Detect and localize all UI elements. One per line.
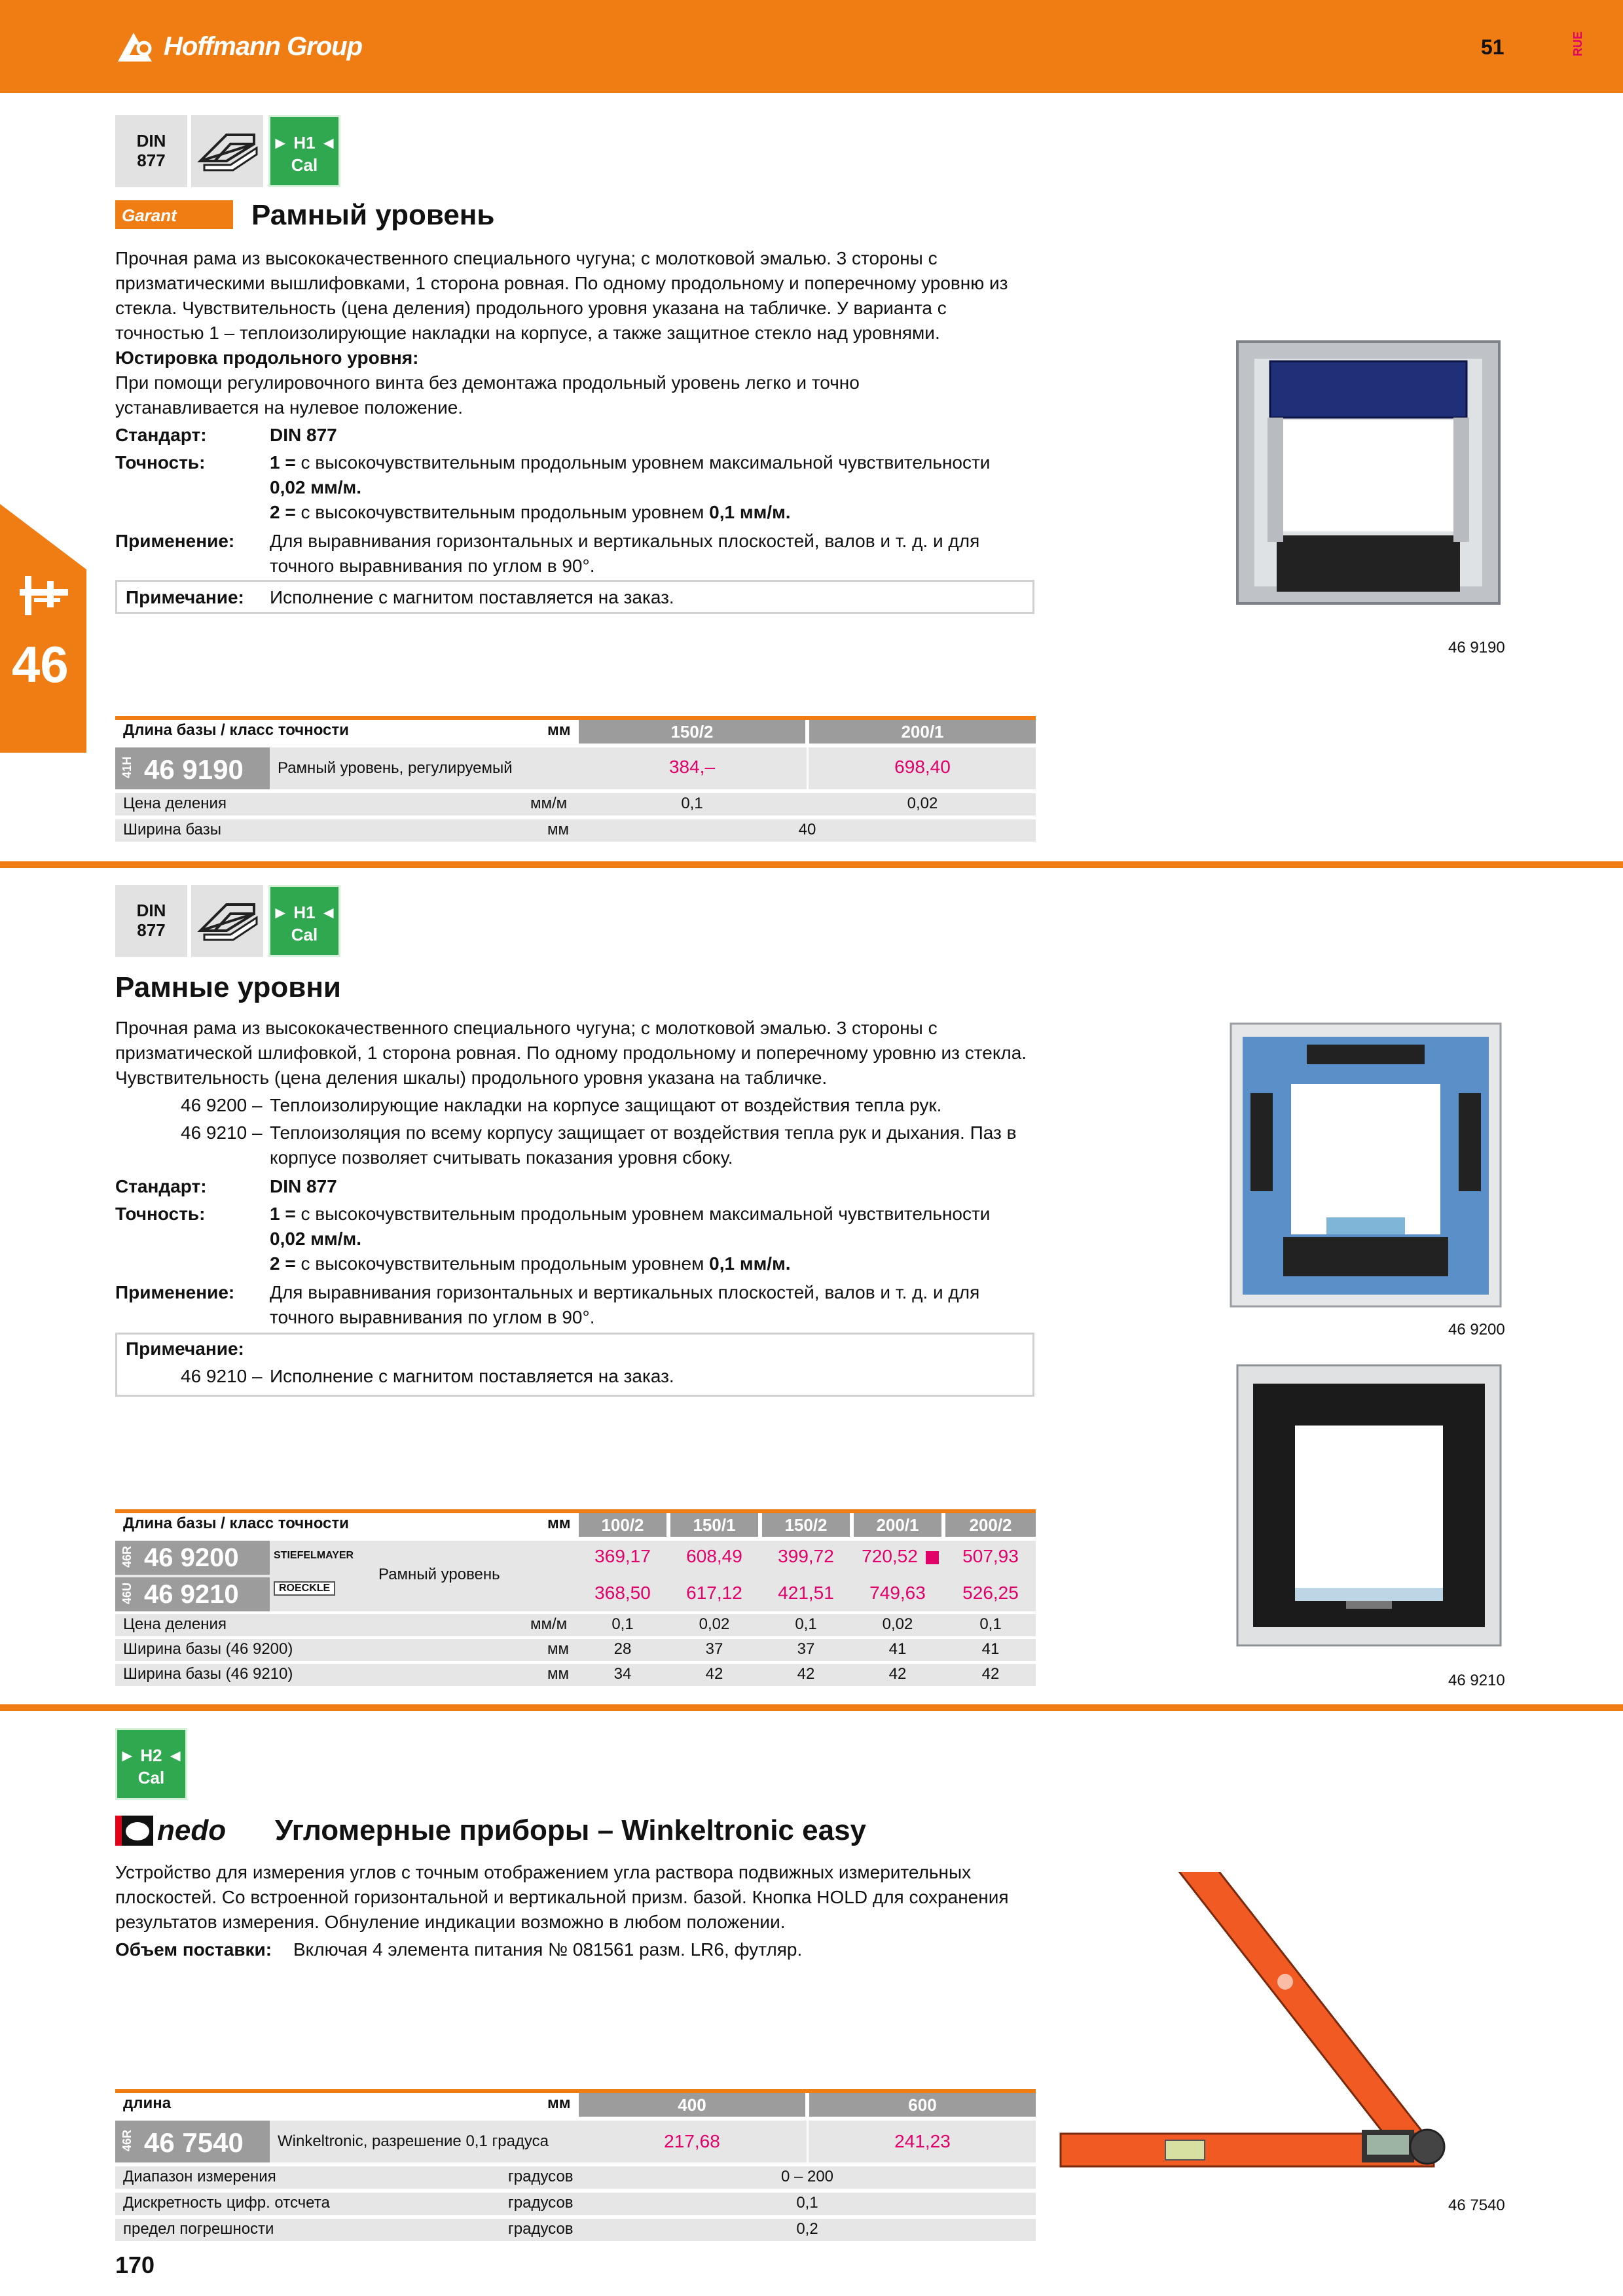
- din-badge: [115, 115, 187, 187]
- prism-icon: [191, 115, 263, 187]
- row-value: 0 – 200: [780, 2168, 834, 2185]
- row-value: 42: [888, 1665, 907, 1683]
- note-label: Примечание:: [126, 1338, 244, 1359]
- row-value: 42: [705, 1665, 723, 1683]
- page-number-top: 51: [1481, 35, 1504, 59]
- row-label: Ширина базы (46 9210): [123, 1665, 293, 1683]
- accuracy-1-value: 0,02 мм/м.: [270, 477, 361, 497]
- application-text: Для выравнивания горизонтальных и вертикальных плоскостей, валов и т. д. и для точного выравнивания по углом в 90°.: [270, 1282, 980, 1327]
- section-divider: [0, 1704, 1623, 1711]
- row-value: 0,2: [796, 2220, 818, 2238]
- price[interactable]: 608,49: [686, 1546, 742, 1566]
- accuracy-2-text: с высокочувствительным продольным уровнем: [301, 502, 710, 522]
- product-description: Прочная рама из высококачественного специального чугуна; с молотковой эмалью. 3 стороны с призматическими вышлифовками, 1 сторона ровная. По одному продольному и поперечному уровню из стекла. Чувствительность (цена деления) продольного уровня указана на табличке. У варианта с точностью 1 – теплоизолирующие накладки на корпусе, а также защитное стекло над уровнями.: [115, 248, 1008, 343]
- article-prefix: 41H: [120, 757, 134, 779]
- din-badge: [115, 885, 187, 957]
- row-value: 42: [981, 1665, 1000, 1683]
- row-value: 28: [613, 1640, 632, 1658]
- table-col-header: 200/1: [854, 1513, 941, 1537]
- article-number: 46 9210: [144, 1580, 239, 1609]
- chapter-tab: [0, 504, 86, 753]
- product-title: Рамные уровни: [115, 971, 341, 1003]
- accuracy-2: [270, 500, 1042, 525]
- price[interactable]: 698,40: [894, 757, 951, 777]
- accuracy-label: Точность:: [115, 1204, 206, 1224]
- row-value: 0,02: [882, 1615, 913, 1633]
- accuracy-1-text: с высокочувствительным продольным уровнем максимальной чувствительности: [301, 1204, 991, 1224]
- table-col-header: 150/2: [579, 720, 805, 744]
- table-col-header: 100/2: [579, 1513, 666, 1537]
- frame-level-image: [1231, 335, 1506, 610]
- article-prefix: 46R: [120, 1546, 134, 1568]
- cal-badge-class: ► H1 ◄: [272, 903, 337, 922]
- article-prefix: 46R: [120, 2130, 134, 2152]
- price[interactable]: 526,25: [962, 1583, 1019, 1603]
- scope-label: Объем поставки:: [115, 1939, 272, 1960]
- row-value: 34: [613, 1665, 632, 1683]
- row-label: Дискретность цифр. отсчета: [123, 2194, 330, 2212]
- article-number-box[interactable]: [115, 2121, 270, 2162]
- column-divider: [807, 747, 809, 789]
- cal-badge-label: Cal: [291, 155, 318, 175]
- row-label: Диапазон измерения: [123, 2168, 276, 2185]
- row-unit: градусов: [508, 2220, 574, 2238]
- price[interactable]: 617,12: [686, 1583, 742, 1603]
- cal-badge-class: ► H1 ◄: [272, 133, 337, 152]
- table-head-unit: мм: [547, 2094, 571, 2112]
- variant-number: 46 9200 –: [181, 1095, 263, 1115]
- image-caption: 46 7540: [1448, 2197, 1505, 2214]
- product-description: Прочная рама из высококачественного специального чугуна; с молотковой эмалью. 3 стороны с призматической шлифовкой, 1 сторона ровная. По одному продольному и поперечному уровню из стекла. Чувствительность (цена деления шкалы) продольного уровня указана на табличке.: [115, 1018, 1027, 1088]
- row-value: 40: [798, 821, 816, 838]
- table-col-header: 200/1: [809, 720, 1036, 744]
- table-col-header: 600: [809, 2093, 1036, 2117]
- variant-text: Теплоизоляция по всему корпусу защищает от воздействия тепла рук и дыхания. Паз в корпусе позволяет считывать показания уровня сбоку.: [270, 1122, 1017, 1168]
- row-unit: мм: [547, 1665, 569, 1683]
- region-code: RUE: [1571, 31, 1584, 57]
- din-badge-number: 877: [137, 151, 166, 170]
- din-badge-label: DIN: [136, 901, 166, 920]
- row-unit: градусов: [508, 2168, 574, 2185]
- angle-meter-image: [1048, 1872, 1519, 2238]
- frame-level-image-9210: [1235, 1363, 1503, 1648]
- price[interactable]: 749,63: [869, 1583, 926, 1603]
- hoffmann-logo[interactable]: [115, 29, 362, 64]
- standard-value: DIN 877: [270, 1176, 337, 1196]
- row-label: Ширина базы: [123, 821, 221, 838]
- row-value: 0,1: [795, 1615, 817, 1633]
- note-label: Примечание:: [126, 587, 244, 607]
- price[interactable]: 368,50: [594, 1583, 651, 1603]
- chapter-number: 46: [12, 636, 69, 693]
- article-number: 46 7540: [144, 2127, 244, 2158]
- din-badge-label: DIN: [136, 131, 166, 151]
- row-value: 41: [888, 1640, 907, 1658]
- section-divider: [0, 861, 1623, 868]
- article-number-box[interactable]: [115, 747, 270, 789]
- note-number: 46 9210 –: [181, 1366, 263, 1386]
- accuracy-2-code: 2 =: [270, 1253, 301, 1274]
- image-caption: 46 9210: [1448, 1672, 1505, 1689]
- row-unit: мм/м: [530, 795, 568, 812]
- article-name: Рамный уровень, регулируемый: [278, 759, 513, 777]
- table-head-label: длина: [123, 2094, 172, 2112]
- row-value: 37: [705, 1640, 723, 1658]
- table-head-label: Длина базы / класс точности: [123, 721, 349, 739]
- row-unit: мм/м: [530, 1615, 568, 1633]
- row-value: 0,1: [681, 795, 703, 812]
- row-unit: мм: [547, 821, 569, 838]
- article-number: 46 9190: [144, 754, 244, 785]
- accuracy-2-text: с высокочувствительным продольным уровнем: [301, 1253, 710, 1274]
- product-title: Угломерные приборы – Winkeltronic easy: [275, 1814, 867, 1846]
- row-value: 41: [981, 1640, 1000, 1658]
- accuracy-1: [270, 450, 1042, 500]
- table-head-unit: мм: [547, 721, 571, 739]
- accuracy-label: Точность:: [115, 452, 206, 473]
- nedo-logo-icon: [115, 1816, 153, 1846]
- price[interactable]: 384,–: [668, 757, 716, 777]
- accuracy-2-value: 0,1 мм/м.: [709, 502, 791, 522]
- table-col-header: 400: [579, 2093, 805, 2117]
- new-marker-icon: [926, 1551, 939, 1564]
- standard-label: Стандарт:: [115, 425, 207, 445]
- din-badge-number: 877: [137, 920, 166, 940]
- prism-icon: [191, 885, 263, 957]
- brand-stiefelmayer: STIEFELMAYER: [274, 1550, 354, 1561]
- accuracy-1-code: 1 =: [270, 452, 301, 473]
- adjustment-text: При помощи регулировочного винта без демонтажа продольный уровень легко и точно устанавливается на нулевое положение.: [115, 372, 860, 418]
- table-col-header: 150/1: [670, 1513, 758, 1537]
- row-label: предел погрешности: [123, 2220, 274, 2238]
- cal-badge-class: ► H2 ◄: [119, 1746, 184, 1765]
- article-number-box[interactable]: [115, 1541, 270, 1575]
- hoffmann-logo-icon: [115, 29, 156, 64]
- frame-level-image-9200: [1228, 1021, 1503, 1309]
- calibration-badge: [268, 885, 340, 957]
- note-text: Исполнение с магнитом поставляется на заказ.: [270, 587, 674, 607]
- page-number: 170: [115, 2251, 155, 2278]
- price[interactable]: 217,68: [664, 2131, 720, 2151]
- accuracy-1-code: 1 =: [270, 1204, 301, 1224]
- brand-name: Hoffmann Group: [164, 31, 363, 61]
- accuracy-2-code: 2 =: [270, 502, 301, 522]
- product-description: Устройство для измерения углов с точным отображением угла раствора подвижных измерительных плоскостей. Со встроенной горизонтальной и вертикальной призм. базой. Кнопка HOLD для сохранения результатов измерения. Обнуление индикации возможно в любом положении.: [115, 1862, 1009, 1932]
- application-text: Для выравнивания горизонтальных и вертикальных плоскостей, валов и т. д. и для точного выравнивания по углом в 90°.: [270, 531, 980, 576]
- row-value: 0,1: [796, 2194, 818, 2212]
- row-label: Ширина базы (46 9200): [123, 1640, 293, 1658]
- article-name: Winkeltronic, разрешение 0,1 градуса: [278, 2132, 549, 2150]
- variant-text: Теплоизолирующие накладки на корпусе защищают от воздействия тепла рук.: [270, 1095, 942, 1115]
- caliper-icon: [14, 569, 73, 622]
- price[interactable]: 241,23: [894, 2131, 951, 2151]
- row-unit: мм: [547, 1640, 569, 1658]
- cal-badge-label: Cal: [137, 1768, 165, 1787]
- image-caption: 46 9190: [1448, 639, 1505, 656]
- nedo-brand-name: nedo: [157, 1814, 227, 1846]
- table-col-header: 200/2: [945, 1513, 1036, 1537]
- garant-logo: Garant: [115, 200, 233, 229]
- application-label: Применение:: [115, 1282, 235, 1302]
- accuracy-1-text: с высокочувствительным продольным уровнем максимальной чувствительности: [301, 452, 991, 473]
- article-prefix: 46U: [120, 1583, 134, 1605]
- brand-roeckle: ROECKLE: [274, 1581, 335, 1596]
- application-label: Применение:: [115, 531, 235, 551]
- table-head-label: Длина базы / класс точности: [123, 1515, 349, 1532]
- price[interactable]: 507,93: [962, 1546, 1019, 1566]
- article-number: 46 9200: [144, 1543, 239, 1572]
- price[interactable]: 399,72: [778, 1546, 834, 1566]
- variant-number: 46 9210 –: [181, 1122, 263, 1143]
- calibration-badge: [115, 1728, 187, 1800]
- product-title: Рамный уровень: [251, 199, 495, 231]
- cal-badge-label: Cal: [291, 925, 318, 944]
- accuracy-1: [270, 1202, 1042, 1251]
- adjustment-heading: Юстировка продольного уровня:: [115, 348, 419, 368]
- accuracy-2: [270, 1251, 1042, 1276]
- price[interactable]: 369,17: [594, 1546, 651, 1566]
- column-divider: [807, 2121, 809, 2162]
- row-value: 0,1: [979, 1615, 1002, 1633]
- article-number-box[interactable]: [115, 1577, 270, 1611]
- row-value: 37: [797, 1640, 815, 1658]
- accuracy-2-value: 0,1 мм/м.: [709, 1253, 791, 1274]
- note-text: Исполнение с магнитом поставляется на заказ.: [270, 1366, 674, 1386]
- row-label: Цена деления: [123, 1615, 227, 1633]
- table-head-unit: мм: [547, 1515, 571, 1532]
- nedo-logo: [115, 1814, 226, 1847]
- row-value: 0,1: [611, 1615, 634, 1633]
- article-name: Рамный уровень: [378, 1566, 500, 1583]
- table-col-header: 150/2: [762, 1513, 850, 1537]
- price[interactable]: 421,51: [778, 1583, 834, 1603]
- scope-text: Включая 4 элемента питания № 081561 разм. LR6, футляр.: [293, 1939, 803, 1960]
- calibration-badge: [268, 115, 340, 187]
- row-label: Цена деления: [123, 795, 227, 812]
- standard-label: Стандарт:: [115, 1176, 207, 1196]
- image-caption: 46 9200: [1448, 1321, 1505, 1338]
- row-value: 0,02: [699, 1615, 730, 1633]
- price[interactable]: 720,52: [862, 1546, 918, 1566]
- row-value: 42: [797, 1665, 815, 1683]
- standard-value: DIN 877: [270, 425, 337, 445]
- accuracy-1-value: 0,02 мм/м.: [270, 1229, 361, 1249]
- row-unit: градусов: [508, 2194, 574, 2212]
- row-value: 0,02: [907, 795, 938, 812]
